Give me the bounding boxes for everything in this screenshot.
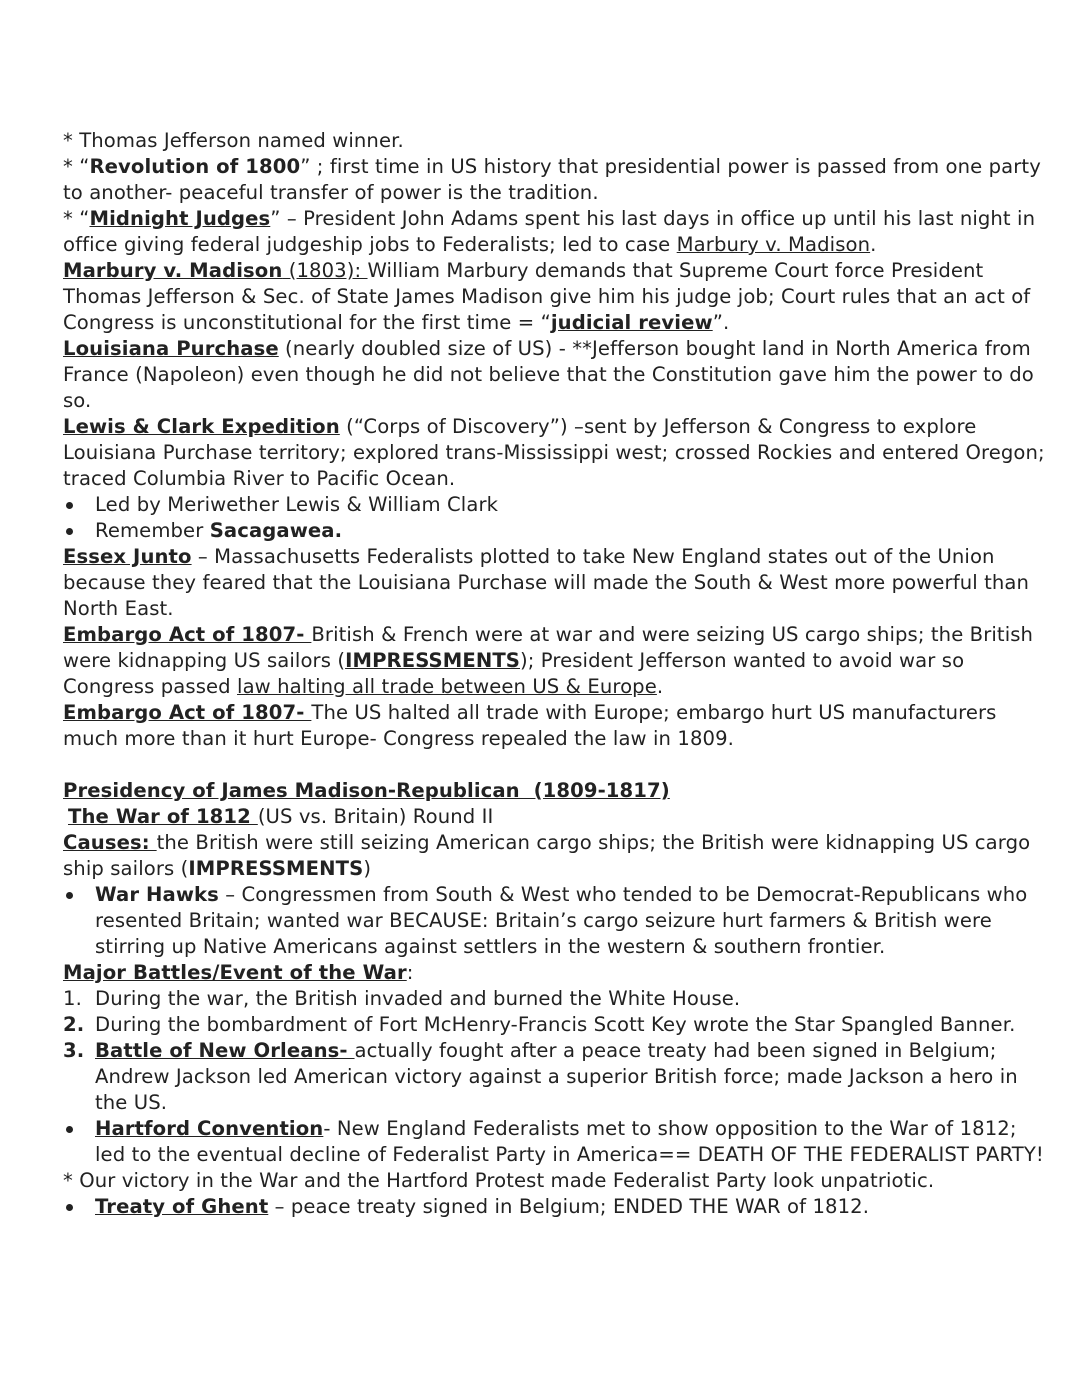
spacer [63, 752, 1048, 778]
bullet-item: Hartford Convention- New England Federalists met to show opposition to the War of 1812; led to the eventual decline of Federalist Party in America== DEATH OF THE FEDERALIST PARTY! [95, 1117, 1044, 1166]
term-lewis-clark: Lewis & Clark Expedition [63, 415, 340, 438]
note-marbury: Marbury v. Madison (1803): William Marbury demands that Supreme Court force President Thomas Jefferson & Sec. of State James Madison give him his judge job; Court rules that an act of Congress is unconstitutional for the first time = “judicial review”. [63, 259, 1031, 334]
note-causes: Causes: the British were still seizing American cargo ships; the British were kidnapping US cargo ship sailors (IMPRESSMENTS) [63, 831, 1031, 880]
term-louisiana-purchase: Louisiana Purchase [63, 337, 279, 360]
heading-madison-presidency: Presidency of James Madison-Republican (1809-1817) [63, 779, 670, 802]
note-essex-junto: Essex Junto – Massachusetts Federalists plotted to take New England states out of the Union because they feared that the Louisiana Purchase will made the South & West more powerful than North East. [63, 545, 1030, 620]
term-essex-junto: Essex Junto [63, 545, 192, 568]
term-impressments: IMPRESSMENTS [188, 857, 364, 880]
term-law-halting-trade: law halting all trade between US & Europe [237, 675, 657, 698]
term-battle-new-orleans: Battle of New Orleans- [95, 1039, 355, 1062]
note-midnight-judges: * “Midnight Judges” – President John Adams spent his last days in office up until his last night in office giving federal judgeship jobs to Federalists; led to case Marbury v. Madison. [63, 207, 1036, 256]
bullet-item: Treaty of Ghent – peace treaty signed in Belgium; ENDED THE WAR of 1812. [95, 1195, 870, 1218]
term-marbury-ref: Marbury v. Madison [676, 233, 871, 256]
numbered-item: 3. Battle of New Orleans- actually fought after a peace treaty had been signed in Belgium; Andrew Jackson led American victory against a superior British force; made Jackson a hero in the US. [63, 1039, 1018, 1114]
term-revolution-1800: Revolution of 1800 [89, 155, 301, 178]
note-victory: * Our victory in the War and the Hartford Protest made Federalist Party look unpatriotic. [63, 1169, 935, 1192]
notes-page [63, 128, 1048, 1220]
term-judicial-review: judicial review [550, 311, 713, 334]
term-sacagawea: Sacagawea. [209, 519, 343, 542]
numbered-item: 2. During the bombardment of Fort McHenry-Francis Scott Key wrote the Star Spangled Banner. [63, 1013, 1016, 1036]
bullet-item: Led by Meriwether Lewis & William Clark [95, 493, 499, 516]
note-louisiana: Louisiana Purchase (nearly doubled size of US) - **Jefferson bought land in North America from France (Napoleon) even though he did not believe that the Constitution gave him the power to do so. [63, 337, 1034, 412]
term-treaty-ghent: Treaty of Ghent [95, 1195, 269, 1218]
note-embargo-1: Embargo Act of 1807- British & French were at war and were seizing US cargo ships; the British were kidnapping US sailors (IMPRESSMENTS); President Jefferson wanted to avoid war so Congress passed law halting all trade between US & Europe. [63, 623, 1034, 698]
note-revolution-1800: * “Revolution of 1800” ; first time in US history that presidential power is passed from one party to another- peaceful transfer of power is the tradition. [63, 155, 1041, 204]
term-marbury: Marbury v. Madison [63, 259, 283, 282]
note-jefferson-winner: * Thomas Jefferson named winner. [63, 129, 404, 152]
heading-war-1812: The War of 1812 (US vs. Britain) Round II [63, 804, 1048, 830]
note-embargo-2: Embargo Act of 1807- The US halted all trade with Europe; embargo hurt US manufacturers much more than it hurt Europe- Congress repealed the law in 1809. [63, 701, 997, 750]
numbered-item: 1. During the war, the British invaded and burned the White House. [63, 987, 741, 1010]
term-war-1812: The War of 1812 [68, 805, 258, 828]
term-embargo-act: Embargo Act of 1807- [63, 623, 312, 646]
bullet-item: Remember Sacagawea. [95, 519, 343, 542]
heading-major-battles: Major Battles/Event of the War: [63, 961, 414, 984]
term-war-hawks: War Hawks [95, 883, 219, 906]
term-hartford-convention: Hartford Convention [95, 1117, 324, 1140]
note-lewis-clark: Lewis & Clark Expedition (“Corps of Discovery”) –sent by Jefferson & Congress to explore Louisiana Purchase territory; explored trans-Mississippi west; crossed Rockies and entered Oregon; traced Columbia River to Pacific Ocean. [63, 415, 1045, 490]
bullet-item: War Hawks – Congressmen from South & West who tended to be Democrat-Republicans who resented Britain; wanted war BECAUSE: Britain’s cargo seizure hurt farmers & British were stirring up Native Americans against settlers in the western & southern frontier. [95, 883, 1028, 958]
term-impressments: IMPRESSMENTS [345, 649, 521, 672]
term-midnight-judges: Midnight Judges [89, 207, 271, 230]
term-embargo-act: Embargo Act of 1807- [63, 701, 312, 724]
term-causes: Causes: [63, 831, 157, 854]
